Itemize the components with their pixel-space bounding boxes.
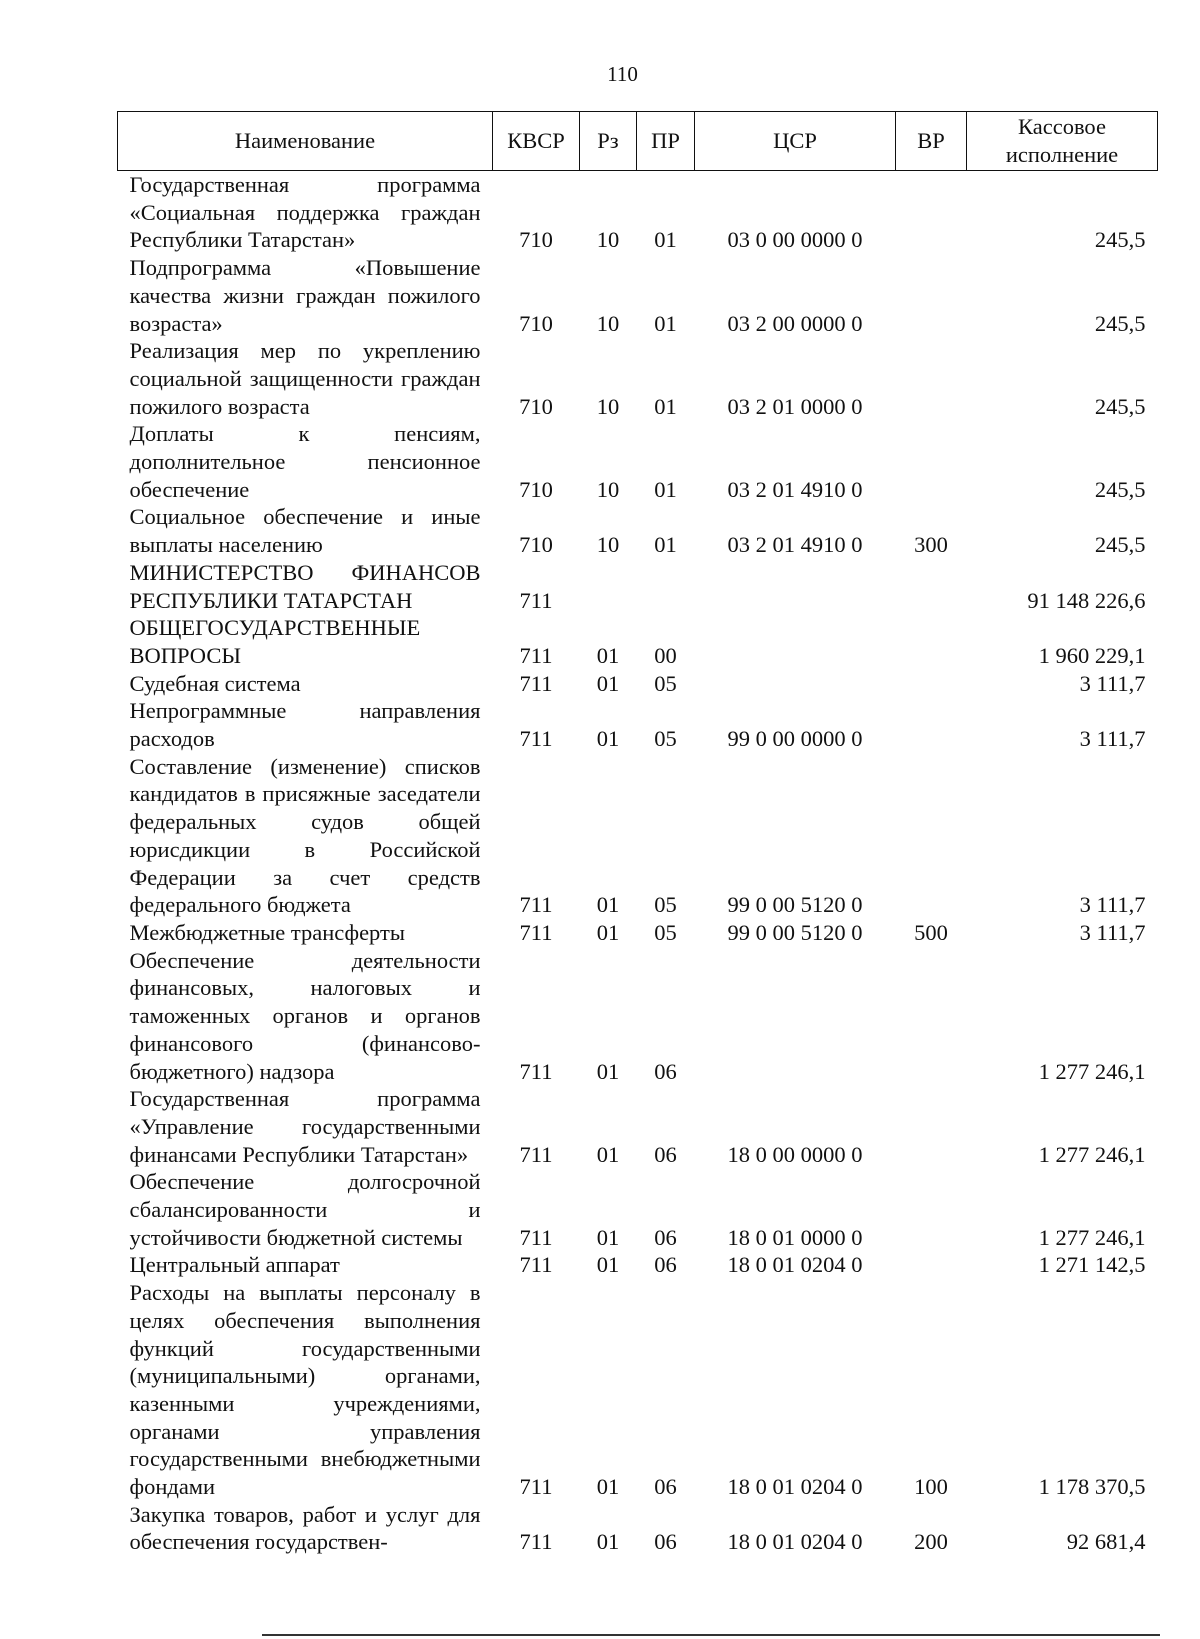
cell-pr: 06 bbox=[654, 1252, 677, 1278]
cell-rz: 10 bbox=[596, 476, 620, 502]
cell-kvsr: 711 bbox=[519, 1058, 553, 1084]
cell-name: ОБЩЕГОСУДАРСТВЕННЫЕ ВОПРОСЫ bbox=[129, 615, 421, 668]
cell-vr: 500 bbox=[914, 919, 948, 945]
cell-kvsr: 711 bbox=[519, 1141, 553, 1167]
cell-name: Государственная программа «Социальная поддержка граждан Республики Татарстан» bbox=[129, 172, 481, 253]
cell-amount: 1 178 370,5 bbox=[1038, 1474, 1146, 1500]
table-row bbox=[118, 503, 1158, 558]
cell-amount: 245,5 bbox=[1094, 227, 1146, 253]
cell-kvsr: 710 bbox=[519, 476, 553, 502]
table-row bbox=[118, 947, 1158, 1086]
table-row bbox=[118, 337, 1158, 420]
cell-rz: 01 bbox=[596, 1224, 620, 1250]
cell-csr: 03 2 01 4910 0 bbox=[727, 532, 863, 558]
cell-rz: 01 bbox=[596, 642, 620, 668]
header-execution: Кассовое исполнение bbox=[967, 112, 1158, 171]
table-row bbox=[118, 753, 1158, 919]
table-row bbox=[118, 171, 1158, 255]
cell-csr: 18 0 01 0204 0 bbox=[727, 1529, 863, 1555]
table-row bbox=[118, 614, 1158, 669]
cell-amount: 1 277 246,1 bbox=[1038, 1058, 1146, 1084]
cell-pr: 05 bbox=[654, 726, 677, 752]
cell-kvsr: 711 bbox=[519, 1224, 553, 1250]
cell-amount: 3 111,7 bbox=[1079, 670, 1146, 696]
table-row bbox=[118, 420, 1158, 503]
cell-rz: 01 bbox=[596, 670, 620, 696]
cell-csr: 18 0 01 0204 0 bbox=[727, 1474, 863, 1500]
page-number: 110 bbox=[607, 62, 638, 86]
cell-amount: 91 148 226,6 bbox=[1027, 587, 1146, 613]
cell-rz: 01 bbox=[596, 726, 620, 752]
cell-name: Межбюджетные трансферты bbox=[129, 919, 405, 945]
cell-pr: 01 bbox=[654, 476, 677, 502]
cell-name: Подпрограмма «Повышение качества жизни граждан пожилого возраста» bbox=[129, 255, 481, 336]
cell-amount: 245,5 bbox=[1094, 393, 1146, 419]
cell-csr bbox=[695, 947, 896, 1086]
cell-vr bbox=[896, 420, 967, 503]
table-row bbox=[118, 1168, 1158, 1251]
cell-amount: 245,5 bbox=[1094, 310, 1146, 336]
cell-pr: 06 bbox=[654, 1474, 677, 1500]
cell-pr bbox=[637, 559, 695, 614]
cell-csr: 03 2 01 0000 0 bbox=[727, 393, 863, 419]
cell-vr bbox=[896, 254, 967, 337]
cell-csr: 99 0 00 5120 0 bbox=[727, 892, 863, 918]
cell-kvsr: 711 bbox=[519, 670, 553, 696]
cell-rz: 01 bbox=[596, 1252, 620, 1278]
cell-rz: 10 bbox=[596, 310, 620, 336]
cell-vr bbox=[896, 947, 967, 1086]
cell-kvsr: 710 bbox=[519, 227, 553, 253]
cell-kvsr: 710 bbox=[519, 532, 553, 558]
cell-csr: 18 0 01 0000 0 bbox=[727, 1224, 863, 1250]
table-header bbox=[118, 112, 1158, 171]
table-row bbox=[118, 919, 1158, 947]
cell-csr: 99 0 00 0000 0 bbox=[727, 726, 863, 752]
header-vr: ВР bbox=[896, 112, 967, 171]
header-kvsr: КВСР bbox=[493, 112, 580, 171]
cell-rz: 01 bbox=[596, 1141, 620, 1167]
cell-pr: 01 bbox=[654, 227, 677, 253]
cell-amount: 1 277 246,1 bbox=[1038, 1141, 1146, 1167]
cell-rz: 10 bbox=[596, 227, 620, 253]
cell-kvsr: 711 bbox=[519, 726, 553, 752]
table-row bbox=[118, 254, 1158, 337]
budget-table bbox=[117, 111, 1158, 1556]
cell-amount: 3 111,7 bbox=[1079, 892, 1146, 918]
table-row bbox=[118, 559, 1158, 614]
cell-csr: 18 0 01 0204 0 bbox=[727, 1252, 863, 1278]
cell-amount: 1 271 142,5 bbox=[1038, 1252, 1146, 1278]
cell-vr bbox=[896, 614, 967, 669]
cell-name: Непрограммные направления расходов bbox=[129, 698, 481, 752]
cell-csr: 03 2 00 0000 0 bbox=[727, 310, 863, 336]
cell-vr bbox=[896, 337, 967, 420]
cell-pr: 06 bbox=[654, 1141, 677, 1167]
table-row bbox=[118, 1251, 1158, 1279]
cell-name: Составление (изменение) списков кандидатов в присяжные заседатели федеральных судов общей юрисдикции в Российской Федерации за счет средств федерального бюджета bbox=[129, 753, 481, 918]
cell-pr: 06 bbox=[654, 1529, 677, 1555]
cell-pr: 05 bbox=[654, 892, 677, 918]
cell-amount: 245,5 bbox=[1094, 532, 1146, 558]
table-body bbox=[118, 171, 1158, 1557]
cell-vr bbox=[896, 559, 967, 614]
cell-csr bbox=[695, 614, 896, 669]
header-pr: ПР bbox=[637, 112, 695, 171]
cell-rz: 10 bbox=[596, 532, 620, 558]
cell-csr bbox=[695, 559, 896, 614]
cell-vr bbox=[896, 1168, 967, 1251]
cell-name: Доплаты к пенсиям, дополнительное пенсионное обеспечение bbox=[129, 421, 481, 502]
cell-rz: 01 bbox=[596, 892, 620, 918]
cell-pr: 05 bbox=[654, 919, 677, 945]
table-row bbox=[118, 670, 1158, 698]
cell-pr: 01 bbox=[654, 532, 677, 558]
cell-rz: 01 bbox=[596, 1058, 620, 1084]
cell-csr: 03 0 00 0000 0 bbox=[727, 227, 863, 253]
cell-vr bbox=[896, 697, 967, 752]
cell-rz: 01 bbox=[596, 919, 620, 945]
table-row bbox=[118, 1279, 1158, 1501]
cell-csr bbox=[695, 670, 896, 698]
cell-kvsr: 710 bbox=[519, 310, 553, 336]
cell-name: Центральный аппарат bbox=[129, 1252, 340, 1278]
cell-amount: 1 960 229,1 bbox=[1038, 642, 1146, 668]
cell-kvsr: 711 bbox=[519, 1529, 553, 1555]
cell-pr: 06 bbox=[654, 1224, 677, 1250]
cell-csr: 03 2 01 4910 0 bbox=[727, 476, 863, 502]
cell-kvsr: 710 bbox=[519, 393, 553, 419]
cell-pr: 06 bbox=[654, 1058, 677, 1084]
cell-name: Обеспечение долгосрочной сбалансированности и устойчивости бюджетной системы bbox=[129, 1169, 481, 1250]
cell-rz: 10 bbox=[596, 393, 620, 419]
header-name: Наименование bbox=[118, 112, 493, 171]
cell-csr: 18 0 00 0000 0 bbox=[727, 1141, 863, 1167]
cell-name: Социальное обеспечение и иные выплаты населению bbox=[129, 504, 481, 558]
cell-name: Расходы на выплаты персоналу в целях обеспечения выполнения функций государственными (муниципальными) органами, казенными учреждениями, органами управления государственными внебюджетными фондами bbox=[129, 1280, 481, 1500]
cell-pr: 01 bbox=[654, 310, 677, 336]
cell-kvsr: 711 bbox=[519, 892, 553, 918]
cell-vr: 200 bbox=[914, 1529, 948, 1555]
table-row bbox=[118, 697, 1158, 752]
cell-rz: 01 bbox=[596, 1529, 620, 1555]
cell-rz: 01 bbox=[596, 1474, 620, 1500]
cell-amount: 3 111,7 bbox=[1079, 726, 1146, 752]
cell-name: МИНИСТЕРСТВО ФИНАНСОВ РЕСПУБЛИКИ ТАТАРСТАН bbox=[129, 559, 481, 613]
cell-vr: 100 bbox=[914, 1474, 948, 1500]
cell-vr bbox=[896, 1085, 967, 1168]
cell-csr: 99 0 00 5120 0 bbox=[727, 919, 863, 945]
table-row bbox=[118, 1501, 1158, 1556]
bottom-rule bbox=[262, 1634, 1160, 1636]
cell-name: Судебная система bbox=[129, 670, 301, 696]
cell-vr bbox=[896, 753, 967, 919]
cell-amount: 3 111,7 bbox=[1079, 919, 1146, 945]
cell-kvsr: 711 bbox=[519, 587, 553, 613]
cell-vr: 300 bbox=[914, 532, 948, 558]
cell-name: Обеспечение деятельности финансовых, налоговых и таможенных органов и органов финансового (финансово-бюджетного) надзора bbox=[129, 947, 481, 1084]
cell-pr: 00 bbox=[654, 642, 677, 668]
header-rz: Рз bbox=[580, 112, 637, 171]
cell-pr: 05 bbox=[654, 670, 677, 696]
cell-kvsr: 711 bbox=[519, 1474, 553, 1500]
cell-amount: 245,5 bbox=[1094, 476, 1146, 502]
cell-vr bbox=[896, 1251, 967, 1279]
cell-name: Государственная программа «Управление государственными финансами Республики Татарстан» bbox=[129, 1086, 481, 1167]
cell-rz bbox=[580, 559, 637, 614]
cell-amount: 1 277 246,1 bbox=[1038, 1224, 1146, 1250]
cell-name: Реализация мер по укреплению социальной защищенности граждан пожилого возраста bbox=[129, 338, 481, 419]
cell-vr bbox=[896, 171, 967, 255]
cell-vr bbox=[896, 670, 967, 698]
cell-kvsr: 711 bbox=[519, 1252, 553, 1278]
cell-amount: 92 681,4 bbox=[1066, 1529, 1146, 1555]
cell-kvsr: 711 bbox=[519, 642, 553, 668]
cell-kvsr: 711 bbox=[519, 919, 553, 945]
table-row bbox=[118, 1085, 1158, 1168]
cell-name: Закупка товаров, работ и услуг для обеспечения государствен- bbox=[129, 1501, 481, 1555]
cell-pr: 01 bbox=[654, 393, 677, 419]
header-csr: ЦСР bbox=[695, 112, 896, 171]
